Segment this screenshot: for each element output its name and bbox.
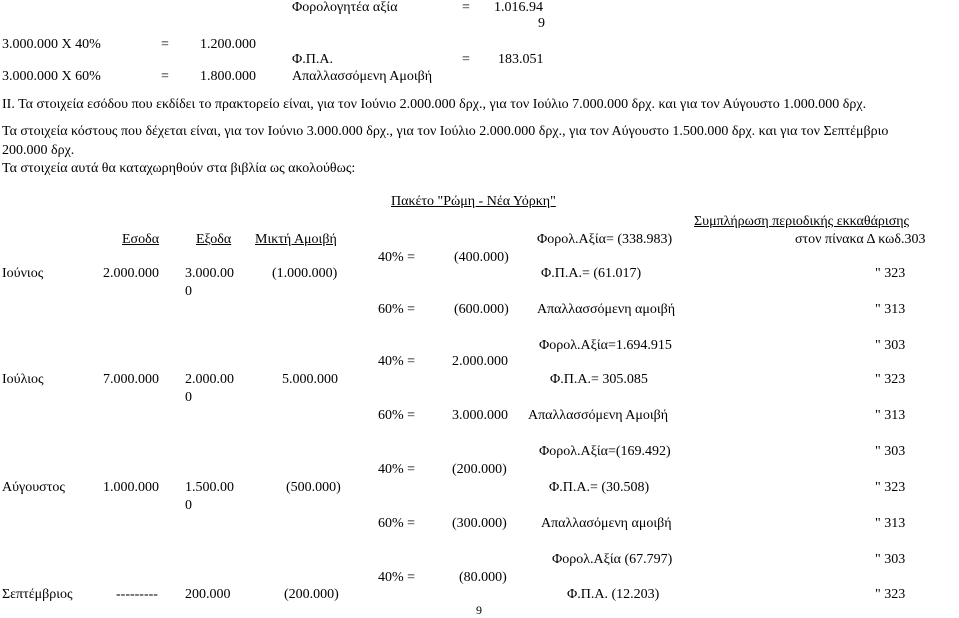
intro-line-3: 200.000 δρχ. (2, 143, 75, 158)
july-month: Ιούλιος (2, 372, 44, 387)
exempt-fee-label: Απαλλασσόμενη Αμοιβή (292, 69, 433, 84)
july-exempt: Απαλλασσόμενη Αμοιβή (528, 408, 669, 423)
fpa-value: 183.051 (498, 52, 544, 67)
june-gross: (1.000.000) (272, 266, 338, 281)
intro-line-2: Τα στοιχεία κόστους που δέχεται είναι, για τον Ιούνιο 3.000.000 δρχ., για τον Ιούλιο 2.000.000 δρχ., για τον Αύγουστο 1.500.000 δρχ. και για τον Σεπτέμβριο (2, 124, 889, 139)
intro-line-1: ΙΙ. Τα στοιχεία εσόδου που εκδίδει το πρακτορείο είναι, για τον Ιούνιο 2.000.000 δρχ., για τον Ιούλιο 7.000.000 δρχ. και για τον Αύγουστο 1.000.000 δρχ. (2, 97, 867, 112)
july-expense-tail: 0 (185, 390, 192, 405)
june-exempt-code: " 313 (875, 302, 906, 317)
june-60-label: 60% = (378, 302, 416, 317)
share-40-amount: 3.000.000 Χ 40% (2, 37, 101, 52)
share-60-equals: = (161, 69, 169, 84)
august-month: Αύγουστος (2, 480, 65, 495)
august-expense: 1.500.00 (185, 480, 234, 495)
september-gross: (200.000) (284, 587, 339, 602)
august-fpa: Φ.Π.Α.= (30.508) (549, 480, 650, 495)
august-40-label: 40% = (378, 462, 416, 477)
gross-fee-header: Μικτή Αμοιβή (255, 232, 337, 247)
page-number: 9 (476, 603, 482, 617)
june-40-label: 40% = (378, 250, 416, 265)
september-month: Σεπτέμβριος (2, 587, 73, 602)
august-60-value: (300.000) (452, 516, 507, 531)
august-exempt: Απαλλασόμενη αμοιβή (541, 516, 672, 531)
fpa-label: Φ.Π.Α. (292, 52, 333, 67)
august-exempt-code: " 313 (875, 516, 906, 531)
income-header: Εσοδα (122, 232, 160, 247)
august-gross: (500.000) (286, 480, 341, 495)
august-taxable: Φορολ.Αξία=(169.492) (539, 444, 671, 459)
july-60-value: 3.000.000 (452, 408, 508, 423)
share-40-equals: = (161, 37, 169, 52)
july-expense: 2.000.00 (185, 372, 234, 387)
september-taxable-code: " 303 (875, 552, 906, 567)
june-fpa: Φ.Π.Α.= (61.017) (541, 266, 642, 281)
september-40-value: (80.000) (459, 570, 507, 585)
august-expense-tail: 0 (185, 498, 192, 513)
june-fpa-code: " 323 (875, 266, 906, 281)
share-60-amount: 3.000.000 Χ 60% (2, 69, 101, 84)
share-40-value: 1.200.000 (200, 37, 256, 52)
fpa-equals: = (462, 52, 470, 67)
intro-line-4: Τα στοιχεία αυτά θα καταχωρηθούν στα βιβλία ως ακολούθως: (2, 161, 356, 176)
september-income: --------- (116, 587, 158, 602)
june-month: Ιούνιος (2, 266, 44, 281)
taxable-value-amount: 1.016.94 (494, 0, 543, 15)
package-header: Πακέτο "Ρώμη - Νέα Υόρκη" (391, 194, 556, 209)
july-fpa: Φ.Π.Α.= 305.085 (550, 372, 648, 387)
table-ref-header: στον πίνακα Δ κωδ.303 (795, 232, 926, 247)
july-exempt-code: " 313 (875, 408, 906, 423)
june-expense-tail: 0 (185, 284, 192, 299)
expense-header: Εξοδα (196, 232, 232, 247)
august-40-value: (200.000) (452, 462, 507, 477)
taxable-value-amount-tail: 9 (538, 16, 545, 31)
august-fpa-code: " 323 (875, 480, 906, 495)
june-40-value: (400.000) (454, 250, 509, 265)
july-40-value: 2.000.000 (452, 354, 508, 369)
september-fpa-code: " 323 (875, 587, 906, 602)
taxable-value-equals: = (462, 0, 470, 15)
taxable-value-label: Φορολογητέα αξία (292, 0, 398, 15)
june-income: 2.000.000 (103, 266, 159, 281)
august-60-label: 60% = (378, 516, 416, 531)
june-taxable: Φορολ.Αξία= (338.983) (537, 232, 673, 247)
july-40-label: 40% = (378, 354, 416, 369)
july-60-label: 60% = (378, 408, 416, 423)
september-taxable: Φορολ.Αξία (67.797) (552, 552, 673, 567)
september-fpa: Φ.Π.Α. (12.203) (567, 587, 660, 602)
june-60-value: (600.000) (454, 302, 509, 317)
july-taxable-code: " 303 (875, 338, 906, 353)
september-40-label: 40% = (378, 570, 416, 585)
august-taxable-code: " 303 (875, 444, 906, 459)
share-60-value: 1.800.000 (200, 69, 256, 84)
completion-header: Συμπλήρωση περιοδικής εκκαθάρισης (694, 214, 910, 229)
july-taxable: Φορολ.Αξία=1.694.915 (539, 338, 672, 353)
august-income: 1.000.000 (103, 480, 159, 495)
july-fpa-code: " 323 (875, 372, 906, 387)
september-expense: 200.000 (185, 587, 231, 602)
june-expense: 3.000.00 (185, 266, 234, 281)
june-exempt: Απαλλασσόμενη αμοιβή (537, 302, 676, 317)
july-gross: 5.000.000 (282, 372, 338, 387)
july-income: 7.000.000 (103, 372, 159, 387)
